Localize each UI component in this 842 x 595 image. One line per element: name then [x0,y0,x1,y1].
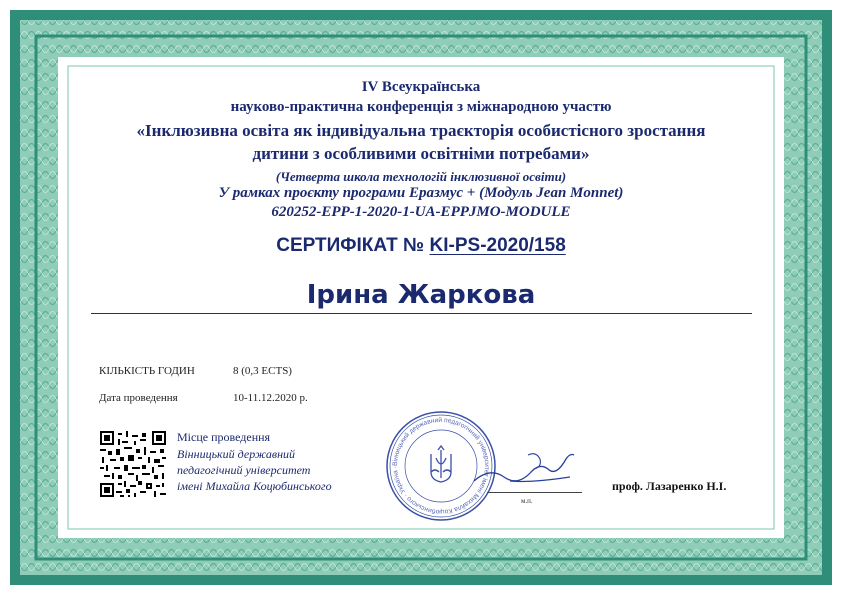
certificate-number: KI-PS-2020/158 [429,235,566,256]
certificate-label: СЕРТИФІКАТ № [276,235,425,256]
signer-name: проф. Лазаренко Н.І. [612,479,727,493]
venue-line1: Вінницький державний [177,447,296,461]
conference-title-line1: «Інклюзивна освіта як індивідуальна траєкторія особистісного зростання [136,121,706,140]
date-label: Дата проведення [99,392,178,404]
venue-line3: імені Михайла Коцюбинського [177,479,332,493]
project-line: У рамках проєкту програми Еразмус + (Модуль Jean Monnet) [218,185,624,201]
signature-icon [470,447,580,495]
venue-label: Місце проведення [177,430,271,444]
recipient-name: Ірина Жаркова [306,280,536,310]
name-underline [91,313,752,314]
venue-line2: педагогічний університет [177,463,311,477]
conference-type: науково-практична конференція з міжнародною участю [230,99,612,115]
stamp-text: Вінницький державний педагогічний університет імені Михайла Коцюбинського · Україна · [391,416,491,516]
project-code: 620252-EPP-1-2020-1-UA-EPPJMO-MODULE [271,204,571,220]
ukraine-trident-icon [431,446,451,482]
seal-abbreviation: м.п. [521,497,533,505]
conference-subtitle: (Четверта школа технологій інклюзивної освіти) [275,169,567,184]
conference-title-line2: дитини з особливими освітніми потребами» [252,144,590,163]
hours-label: КІЛЬКІСТЬ ГОДИН [99,365,195,377]
conference-edition: IV Всеукраїнська [361,79,481,95]
hours-value: 8 (0,3 ECTS) [233,365,292,377]
qr-code-icon [100,431,166,497]
date-value: 10-11.12.2020 р. [233,392,308,404]
signature-line [487,492,582,493]
certificate-heading [74,235,768,257]
